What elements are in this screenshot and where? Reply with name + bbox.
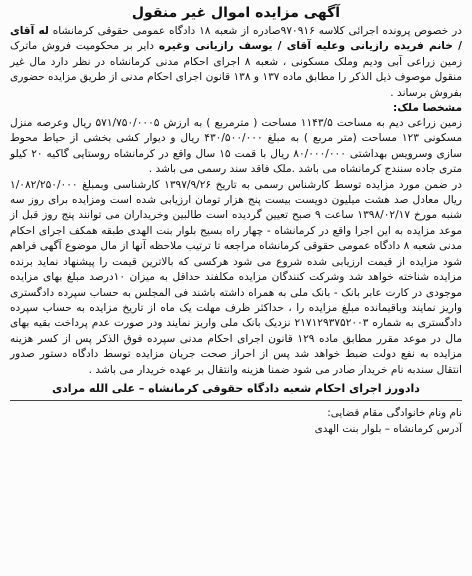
property-specs: زمین زراعی دیم به مساحت ۱۱۴۳/۵ مساحت ( مترمربع ) به ارزش ۵۷۱/۷۵۰/۰۰۰۵ ریال وعرصه منزل مسکونی ۱۲۳ مساحت (متر مربع ) به مبلغ ۴۳۰/۵۰۰/۰۰۰ ریال و دیوار کشی بخشی از حیاط محوط سازی وسرویس بهداشتی ۸۰/۰۰۰/۰۰۰ ریال با قمت ۱۵ سال واقع در کرمانشاه روستایی گاکیه ۲۰ کیلو متری جاده سنندج کرمانشاه می باشد .ملک فاقد سند رسمی می باشد . — [10, 117, 462, 176]
parties-names: له آقای / خانم فریده رازیانی وعلیه آقای / یوسف رازیانی وغیره — [10, 25, 462, 53]
intro-text-continued: دایر بر محکومیت فروش ماترک زمین زراعی آبی ودیم وملک مسکونی ، شعبه ۸ اجرای احکام مدنی کرمانشاه در نظر دارد مال غیر منقول موصوف ذیل الذکر را مطابق ماده ۱۳۷ و ۱۳۸ قانون اجرای احکام مدنی از طریق مزایده حضوری بفروش برساند . — [10, 40, 463, 99]
divider — [10, 400, 462, 401]
judge-name-label: نام ونام خانوادگی مقام قضایی: — [327, 406, 462, 419]
intro-text: در خصوص پرونده اجرائی کلاسه ۹۷۰۹۱۶صادره از شعبه ۱۸ دادگاه عمومی حقوقی کرمانشاه — [48, 25, 462, 37]
signature-line: دادورز اجرای احکام شعبه دادگاه حقوقی کرمانشاه – علی الله مرادی — [52, 381, 420, 395]
footer-address: آدرس کرمانشاه – بلوار بنت الهدی — [314, 422, 462, 435]
notice-title: آگهی مزایده اموال غیر منقول — [131, 5, 341, 21]
specs-heading: مشخصا ملک: — [392, 102, 462, 115]
notice-intro — [10, 24, 462, 101]
auction-terms: در ضمن مورد مزایده توسط کارشناس رسمی به تاریخ ۱۳۹۷/۹/۲۶ کارشناسی وبمبلغ ۱/۰۸۲/۲۵۰/۰۰۰ ریال معادل صد هشت میلیون دویست بیست پنج هزار تومان ارزیابی شده است ومزایده برای روز سه شنبه مورخ ۱۳۹۸/۰۲/۱۷ ساعت ۹ صبح تعیین گردیده است طالبین وخریداران می توانند پنج روز قبل از موعد مزایده به این اجرا واقع در کرمانشاه - چهار راه بسیج بلوار بنت الهدی طبقه همکف اجرای احکام مدنی شعبه ۸ دادگاه عمومی حقوقی کرمانشاه مراجعه تا ترتیب ملاحظه آنها از مال موضوع آگهی فراهم شود مزایده از قیمت ارزیابی شده شروع می شود هرکسی که بالاترین قیمت را پیشنهاد نماید برنده مزایده شناخته خواهد شد وشرکت کنندگان مزایده مکلفند حداقل به میزان ۱۰درصد مبلغ بهای مزایده موجودی در کارت عابر بانک - بانک ملی به همراه داشته باشند فی المجلس به حساب سپرده دادگستری واریز نمایند وباقیمانده مبلغ مزایده را ، حداکثر ظرف مهلت یک ماه از تاریخ مزایده به حساب سپرده دادگستری به شماره ۲۱۷۱۲۹۳۷۵۲۰۰۳ نزدیک بانک ملی واریز نمایند ودر صورت عدم پرداخت بقیه بهای مال در موعد مقرر مطابق ماده ۱۲۹ قانون اجرای احکام مدنی سپرده فوق الذکر پس از کسر هزینه مزایده به نفع دولت ضبط خواهد شد پس از احراز صحت جریان مزایده توسط دادگاه دستور صدور انتقال سندبه نام خریدار صادر می شود ضمنا هزینه وانتقال بر عهده خریدار می باشد . — [10, 178, 462, 376]
